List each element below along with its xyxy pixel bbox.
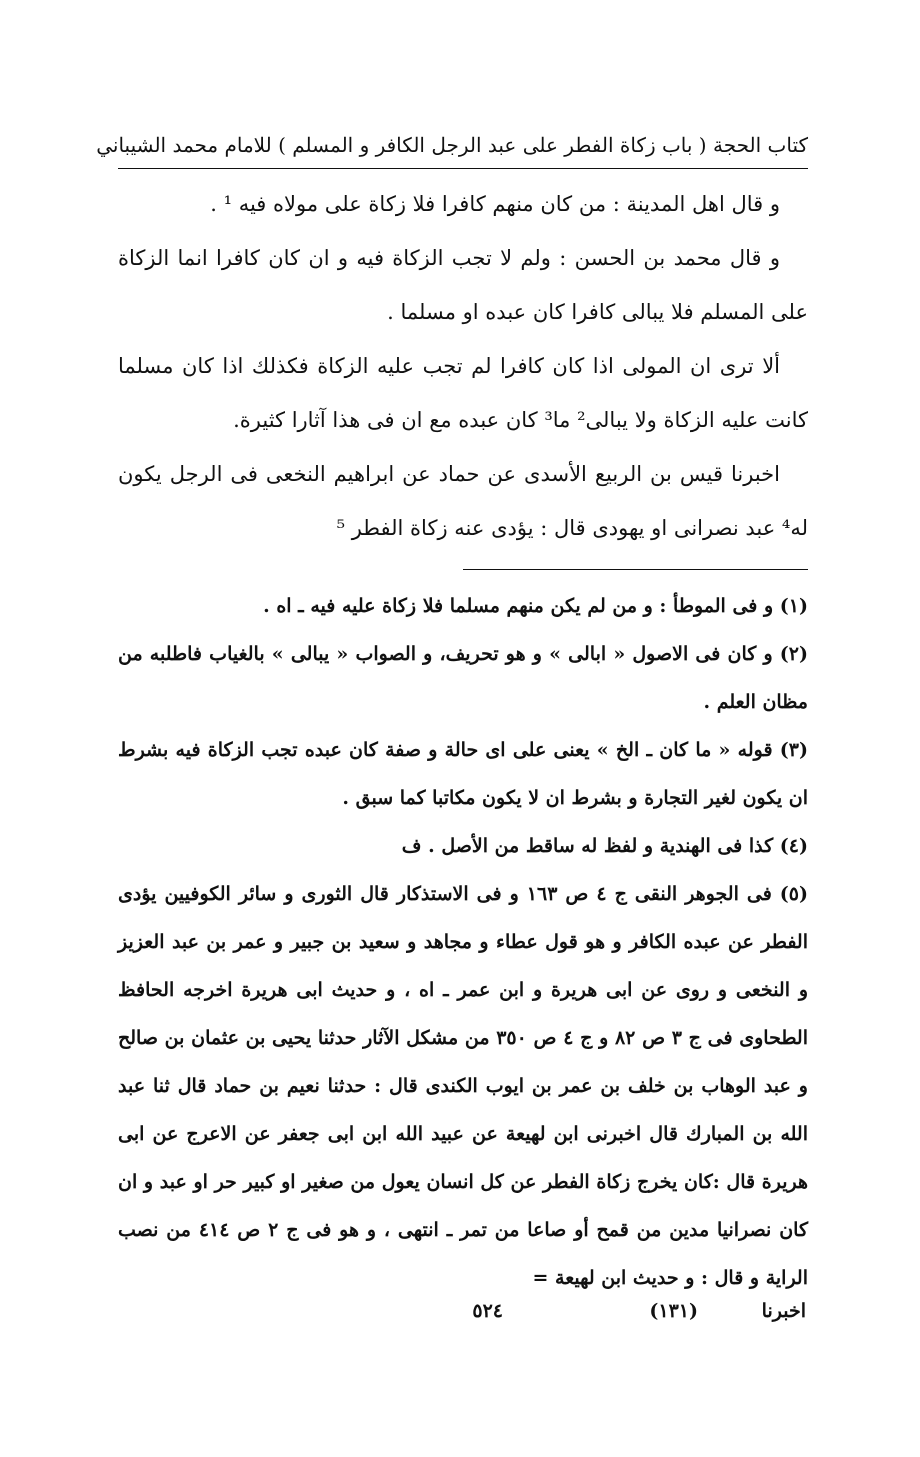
paragraph-1: و قال اهل المدينة : من كان منهم كافرا فلا زكاة على مولاه فيه ¹ . (210, 192, 780, 216)
footnote-1: (١) و فى الموطأ : و من لم يكن منهم مسلما فلا زكاة عليه فيه ـ اه . (263, 595, 808, 617)
footnotes (118, 582, 808, 1302)
footnote-2: (٢) و كان فى الاصول « ابالى » و هو تحريف، و الصواب « يبالى » بالغياب فاطلبه من مظان العلم . (118, 643, 808, 713)
catchword: اخبرنا (761, 1300, 806, 1322)
paragraph-3: ألا ترى ان المولى اذا كان كافرا لم تجب عليه الزكاة فكذلك اذا كان مسلما كانت عليه الزكاة ولا يبالى² ما³ كان عبده مع ان فى هذا آثارا كثيرة. (118, 354, 808, 432)
footnote-divider (463, 569, 808, 570)
footnote-4: (٤) كذا فى الهندية و لفظ له ساقط من الأصل . ف (401, 835, 808, 857)
footnote-3: (٣) قوله « ما كان ـ الخ » يعنى على اى حالة و صفة كان عبده تجب الزكاة فيه بشرط ان يكون لغير التجارة و بشرط ان لا يكون مكاتبا كما سبق . (118, 739, 808, 809)
footnote-5: (٥) فى الجوهر النقى ج ٤ ص ١٦٣ و فى الاستذكار قال الثورى و سائر الكوفيين يؤدى الفطر عن عبده الكافر و هو قول عطاء و مجاهد و سعيد بن جبير و عمر بن عبد العزيز و النخعى و روى عن ابى هريرة و ابن عمر ـ اه ، و حديث ابى هريرة اخرجه الحافظ الطحاوى فى ج ٣ ص ٨٢ و ج ٤ ص ٣٥٠ من مشكل الآثار حدثنا يحيى بن عثمان بن صالح و عبد الوهاب بن خلف بن عمر بن ايوب الكندى قال : حدثنا نعيم بن حماد قال ثنا عبد الله بن المبارك قال اخبرنى ابن لهيعة عن عبيد الله ابن ابى جعفر عن الاعرج عن ابى هريرة قال :كان يخرج زكاة الفطر عن كل انسان يعول من صغير او كبير حر او عبد و ان كان نصرانيا مدين من قمح أو صاعا من تمر ـ انتهى ، و هو فى ج ٢ ص ٤١٤ من نصب الراية و قال : و حديث ابن لهيعة = (118, 883, 808, 1289)
page-number: ٥٢٤ (472, 1300, 503, 1322)
running-header: كتاب الحجة ( باب زكاة الفطر على عبد الرجل الكافر و المسلم ) للامام محمد الشيباني (118, 128, 808, 169)
main-text (118, 177, 808, 555)
paragraph-2: و قال محمد بن الحسن : ولم لا تجب الزكاة فيه و ان كان كافرا انما الزكاة على المسلم فلا يبالى كافرا كان عبده او مسلما . (118, 246, 808, 324)
book-page (96, 128, 808, 1302)
paragraph-4: اخبرنا قيس بن الربيع الأسدى عن حماد عن ابراهيم النخعى فى الرجل يكون له⁴ عبد نصرانى او يهودى قال : يؤدى عنه زكاة الفطر ⁵ (118, 462, 808, 540)
section-number: (١٣١) (649, 1300, 698, 1322)
page-footer (118, 1300, 808, 1334)
